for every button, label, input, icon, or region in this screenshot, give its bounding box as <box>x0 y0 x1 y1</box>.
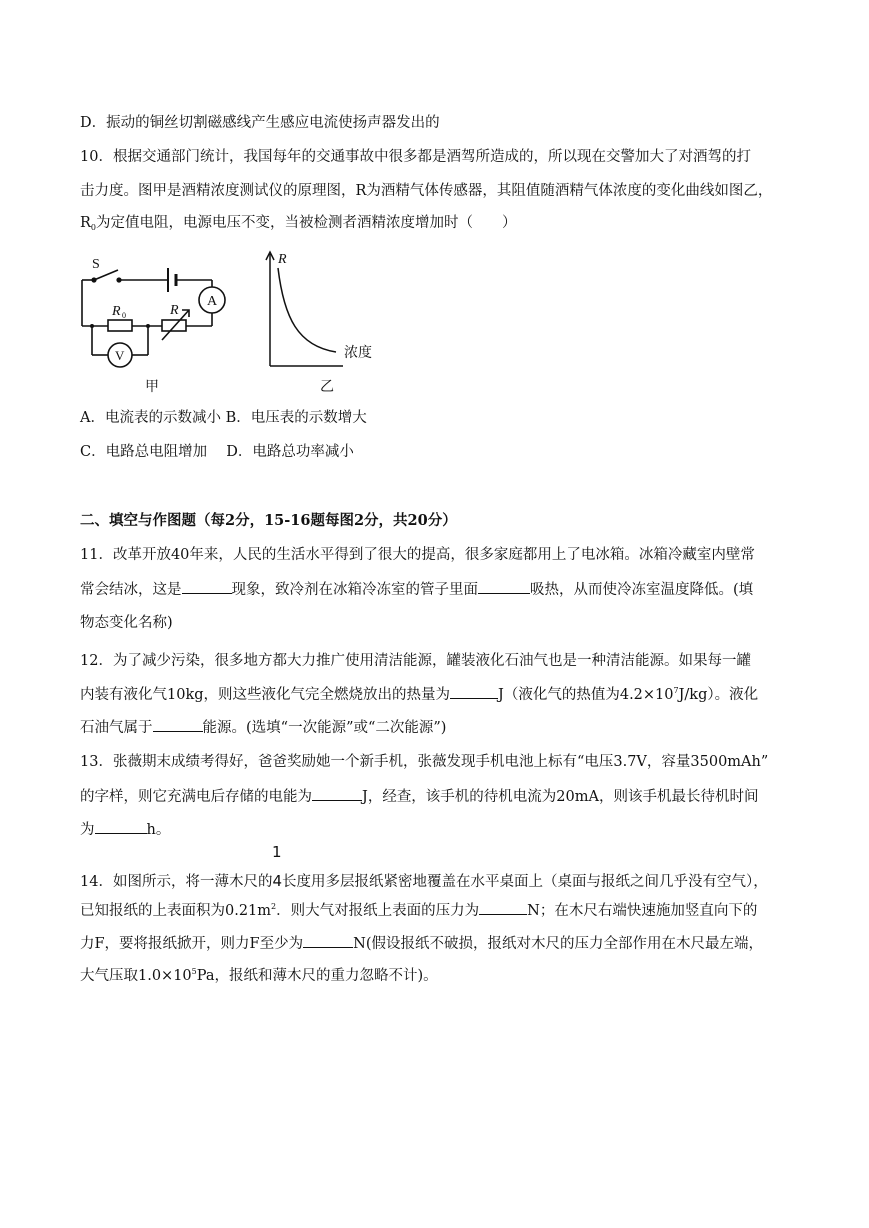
fraction-numerator: 1 <box>272 843 282 861</box>
q10-options-cd: C．电路总电阻增加 D．电路总功率减小 <box>80 444 354 460</box>
q14-line1 <box>80 871 768 892</box>
q11-blank-2[interactable] <box>478 579 530 594</box>
r0-symbol: R <box>80 215 91 231</box>
q10-stem-line2: 击力度。图甲是酒精浓度测试仪的原理图，R为酒精气体传感器，其阻值随酒精气体浓度的变化曲线如图乙， <box>80 183 773 199</box>
voltmeter-label: V <box>115 348 125 363</box>
q14-blank-1[interactable] <box>479 900 527 915</box>
q11-line3: 物态变化名称) <box>80 615 173 631</box>
q14-text-g: N(假设报纸不破损，报纸对木尺的压力全部作用在木尺最左端， <box>353 936 763 952</box>
q11-line1: 11．改革开放40年来，人民的生活水平得到了很大的提高，很多家庭都用上了电冰箱。冰箱冷藏室内壁常 <box>80 547 755 563</box>
q13-text-b: J，经查，该手机的待机电流为20mA，则该手机最长待机时间 <box>362 789 759 805</box>
q11-blank-1[interactable] <box>182 579 232 594</box>
section-2-title: 二、填空与作图题（每2分，15-16题每图2分，共20分） <box>80 512 457 529</box>
r0-label: R <box>112 304 121 319</box>
q12-line2 <box>80 684 758 705</box>
q12-blank-2[interactable] <box>153 717 203 732</box>
q14-text-a: 14．如图所示，将一薄木尺的 <box>80 874 273 890</box>
q14-line4 <box>80 966 438 986</box>
q14-text-d: ．则大气对报纸上表面的压力为 <box>276 903 480 919</box>
q12-line3 <box>80 717 446 738</box>
q13-blank-1[interactable] <box>312 786 362 801</box>
q12-line1: 12．为了减少污染，很多地方都大力推广使用清洁能源，罐装液化石油气也是一种清洁能源。如果每一罐 <box>80 653 751 669</box>
q12-exponent: 7 <box>673 686 679 695</box>
q14-text-e: N；在木尺右端快速施加竖直向下的 <box>527 903 758 919</box>
q12-blank-1[interactable] <box>450 684 498 699</box>
circuit-diagram-jia <box>72 250 237 400</box>
q9-option-d: D．振动的铜丝切割磁感线产生感应电流使扬声器发出的 <box>80 115 440 131</box>
r-label: R <box>170 303 179 318</box>
q13-line2 <box>80 786 758 807</box>
ammeter-label: A <box>207 294 218 309</box>
q13-line3 <box>80 819 170 840</box>
q10-options-ab: A．电流表的示数减小 B．电压表的示数增大 <box>80 410 367 426</box>
switch-label: S <box>92 257 100 272</box>
q14-text-h: 大气压取1.0×10 <box>80 968 192 984</box>
r0-label-subscript: 0 <box>122 311 126 320</box>
q11-text-a: 常会结冰，这是 <box>80 582 182 598</box>
q14-text-b: 长度用多层报纸紧密地覆盖在水平桌面上（桌面与报纸之间几乎没有空气）， <box>282 874 768 890</box>
q14-line2 <box>80 900 757 921</box>
q10-stem-line1: 10．根据交通部门统计，我国每年的交通事故中很多都是酒驾所造成的，所以现在交警加大了对酒驾的打 <box>80 149 751 165</box>
q11-line2 <box>80 579 753 600</box>
q14-pressure-exponent: 5 <box>191 967 197 976</box>
graph-x-axis-label: 浓度 <box>344 346 372 361</box>
q12-text-b: J（液化气的热值为4.2×10 <box>498 687 674 703</box>
graph-y-axis-label: R <box>278 252 287 267</box>
q12-text-e: 能源。(选填“一次能源”或“二次能源”) <box>202 720 447 736</box>
q12-text-d: 石油气属于 <box>80 720 153 736</box>
q13-line1: 13．张薇期末成绩考得好，爸爸奖励她一个新手机，张薇发现手机电池上标有“电压3.7V，容量3500mAh” <box>80 754 769 770</box>
q11-text-c: 吸热，从而使冷冻室温度降低。(填 <box>530 582 754 598</box>
q10-stem-line3 <box>80 213 517 233</box>
q13-text-a: 的字样，则它充满电后存储的电能为 <box>80 789 312 805</box>
q10-stem-line3-text: 为定值电阻，电源电压不变，当被检测者酒精浓度增加时（ ） <box>96 215 517 231</box>
q13-blank-2[interactable] <box>95 819 147 834</box>
q12-text-c: J/kg）。液化 <box>678 687 759 703</box>
q14-text-f: 力F，要将报纸掀开，则力F至少为 <box>80 936 304 952</box>
q14-area-exponent: 2 <box>271 902 277 911</box>
fraction-denominator: 4 <box>272 872 282 890</box>
q13-text-c: 为 <box>80 822 95 838</box>
q14-text-c: 已知报纸的上表面积为0.21m <box>80 903 272 919</box>
q14-line3 <box>80 933 763 954</box>
figure-yi-caption: 乙 <box>320 380 334 395</box>
q11-text-b: 现象，致冷剂在冰箱冷冻室的管子里面 <box>231 582 478 598</box>
q13-text-d: h。 <box>146 822 171 838</box>
q12-text-a: 内装有液化气10kg，则这些液化气完全燃烧放出的热量为 <box>80 687 451 703</box>
r0-subscript: 0 <box>90 223 97 232</box>
q14-blank-2[interactable] <box>303 933 353 948</box>
resistance-concentration-graph-yi <box>258 248 393 398</box>
figure-jia-caption: 甲 <box>145 380 159 395</box>
q14-text-i: Pa，报纸和薄木尺的重力忽略不计)。 <box>196 968 438 984</box>
